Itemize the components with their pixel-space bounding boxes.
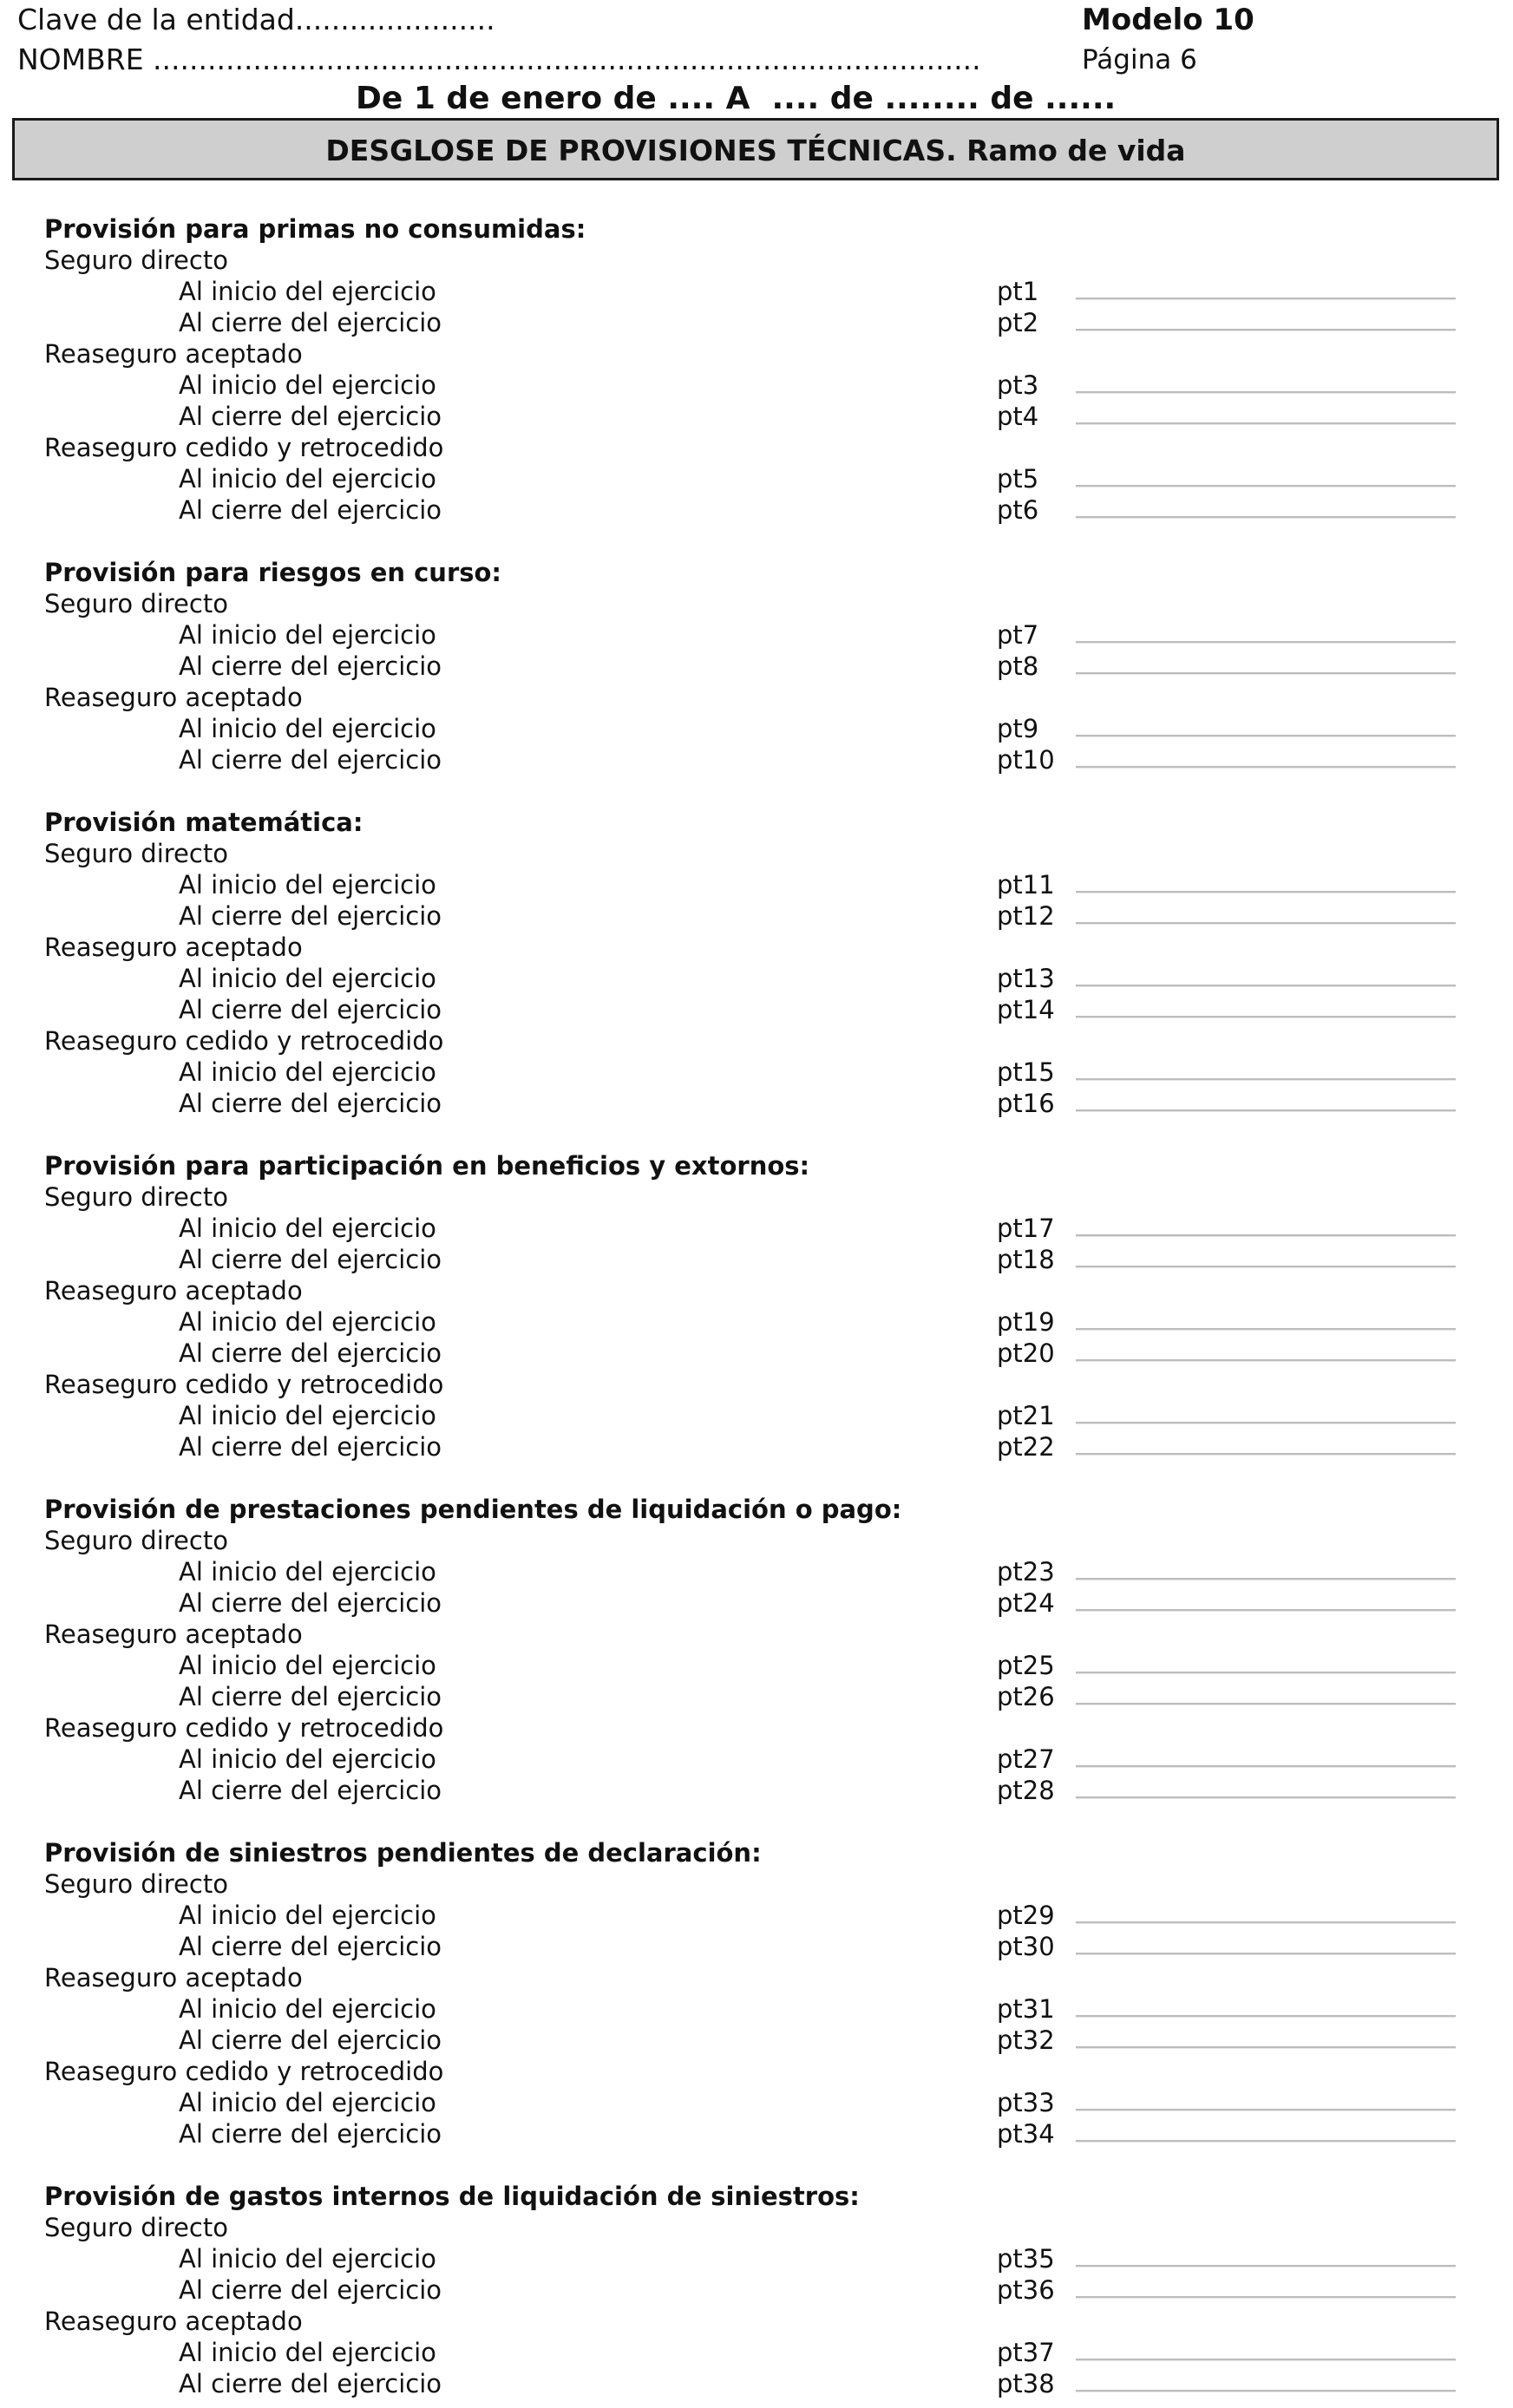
item-label: Al cierre del ejercicio <box>179 1432 442 1462</box>
item-row <box>0 1775 1513 1806</box>
item-label: Al cierre del ejercicio <box>179 308 442 337</box>
category-label: Reaseguro aceptado <box>44 1620 303 1649</box>
category-label: Reaseguro aceptado <box>44 1963 303 1992</box>
item-row <box>0 744 1513 775</box>
amount-input-line[interactable] <box>1076 2046 1456 2049</box>
item-row <box>0 1088 1513 1119</box>
category-label: Reaseguro aceptado <box>44 339 303 369</box>
item-code: pt12 <box>997 901 1055 931</box>
amount-input-line[interactable] <box>1076 329 1456 331</box>
amount-input-line[interactable] <box>1076 2140 1456 2143</box>
item-label: Al cierre del ejercicio <box>179 1682 442 1711</box>
section-heading-row <box>0 807 1513 838</box>
category-label: Reaseguro cedido y retrocedido <box>44 1026 444 1056</box>
section-heading: Provisión para primas no consumidas: <box>44 214 586 244</box>
amount-input-line[interactable] <box>1076 1672 1456 1674</box>
amount-input-line[interactable] <box>1076 2359 1456 2361</box>
item-label: Al cierre del ejercicio <box>179 495 442 525</box>
amount-input-line[interactable] <box>1076 485 1456 487</box>
item-row <box>0 2025 1513 2056</box>
amount-input-line[interactable] <box>1076 1578 1456 1580</box>
item-label: Al inicio del ejercicio <box>179 1401 436 1430</box>
amount-input-line[interactable] <box>1076 766 1456 769</box>
item-row <box>0 2118 1513 2150</box>
item-row <box>0 1744 1513 1775</box>
item-row <box>0 869 1513 900</box>
section-heading-row <box>0 557 1513 588</box>
item-code: pt5 <box>997 464 1039 494</box>
item-row <box>0 2274 1513 2306</box>
item-code: pt10 <box>997 745 1055 775</box>
item-code: pt36 <box>997 2275 1055 2305</box>
amount-input-line[interactable] <box>1076 298 1456 300</box>
item-label: Al cierre del ejercicio <box>179 1245 442 1274</box>
amount-input-line[interactable] <box>1076 1266 1456 1268</box>
category-row <box>0 838 1513 869</box>
item-label: Al inicio del ejercicio <box>179 1994 436 2024</box>
item-code: pt13 <box>997 964 1055 993</box>
amount-input-line[interactable] <box>1076 985 1456 987</box>
amount-input-line[interactable] <box>1076 1703 1456 1705</box>
item-code: pt6 <box>997 495 1039 525</box>
category-row <box>0 2056 1513 2087</box>
item-label: Al cierre del ejercicio <box>179 2025 442 2055</box>
category-row <box>0 1181 1513 1213</box>
model-number: Modelo 10 <box>1082 3 1254 37</box>
section-heading-row <box>0 1494 1513 1525</box>
section-heading: Provisión de siniestros pendientes de declaración: <box>44 1838 762 1868</box>
amount-input-line[interactable] <box>1076 2390 1456 2392</box>
item-code: pt15 <box>997 1057 1055 1087</box>
section-heading: Provisión matemática: <box>44 808 364 837</box>
section-heading: Provisión para participación en beneficios y extornos: <box>44 1151 810 1181</box>
item-code: pt28 <box>997 1776 1055 1805</box>
amount-input-line[interactable] <box>1076 922 1456 925</box>
provisions-list <box>0 213 1513 2399</box>
item-label: Al cierre del ejercicio <box>179 402 442 431</box>
item-row <box>0 1931 1513 1962</box>
category-label: Reaseguro aceptado <box>44 683 303 712</box>
item-label: Al inicio del ejercicio <box>179 464 436 494</box>
item-row <box>0 307 1513 338</box>
item-row <box>0 1306 1513 1338</box>
item-label: Al inicio del ejercicio <box>179 620 436 650</box>
item-label: Al inicio del ejercicio <box>179 1557 436 1587</box>
section-heading: Provisión de gastos internos de liquidación de siniestros: <box>44 2182 860 2211</box>
section-heading-row <box>0 1837 1513 1868</box>
item-label: Al cierre del ejercicio <box>179 2275 442 2305</box>
item-code: pt9 <box>997 714 1039 743</box>
category-row <box>0 932 1513 963</box>
section-heading-row <box>0 1150 1513 1181</box>
item-row <box>0 276 1513 307</box>
item-row <box>0 1338 1513 1369</box>
category-label: Reaseguro cedido y retrocedido <box>44 1370 444 1399</box>
category-row <box>0 1712 1513 1744</box>
amount-input-line[interactable] <box>1076 2015 1456 2018</box>
item-row <box>0 1650 1513 1681</box>
item-label: Al inicio del ejercicio <box>179 1214 436 1243</box>
amount-input-line[interactable] <box>1076 1016 1456 1018</box>
item-label: Al inicio del ejercicio <box>179 2244 436 2274</box>
category-label: Reaseguro cedido y retrocedido <box>44 2057 444 2086</box>
item-row <box>0 463 1513 494</box>
category-label: Seguro directo <box>44 1869 228 1899</box>
item-code: pt7 <box>997 620 1039 650</box>
amount-input-line[interactable] <box>1076 1078 1456 1081</box>
item-code: pt35 <box>997 2244 1055 2274</box>
item-label: Al inicio del ejercicio <box>179 714 436 743</box>
entity-key-field: Clave de la entidad...................... <box>17 3 495 36</box>
item-row <box>0 1213 1513 1244</box>
amount-input-line[interactable] <box>1076 516 1456 519</box>
item-label: Al cierre del ejercicio <box>179 1932 442 1961</box>
category-label: Seguro directo <box>44 839 228 868</box>
amount-input-line[interactable] <box>1076 1422 1456 1424</box>
item-label: Al inicio del ejercicio <box>179 2338 436 2367</box>
category-label: Reaseguro cedido y retrocedido <box>44 433 444 462</box>
item-code: pt14 <box>997 995 1055 1024</box>
item-row <box>0 1400 1513 1431</box>
category-label: Seguro directo <box>44 1182 228 1212</box>
amount-input-line[interactable] <box>1076 1796 1456 1799</box>
item-row <box>0 2087 1513 2118</box>
item-code: pt2 <box>997 308 1039 337</box>
category-row <box>0 682 1513 713</box>
item-row <box>0 963 1513 994</box>
amount-input-line[interactable] <box>1076 641 1456 644</box>
section-spacer <box>0 526 1513 557</box>
category-row <box>0 432 1513 463</box>
section-spacer <box>0 2150 1513 2181</box>
item-code: pt33 <box>997 2088 1055 2117</box>
item-row <box>0 1057 1513 1088</box>
item-row <box>0 900 1513 932</box>
item-label: Al inicio del ejercicio <box>179 870 436 900</box>
form-title: DESGLOSE DE PROVISIONES TÉCNICAS. Ramo de vida <box>325 134 1186 167</box>
item-label: Al cierre del ejercicio <box>179 1338 442 1368</box>
item-row <box>0 1244 1513 1275</box>
category-label: Reaseguro aceptado <box>44 932 303 962</box>
category-row <box>0 1275 1513 1306</box>
item-code: pt30 <box>997 1932 1055 1961</box>
category-row <box>0 1025 1513 1057</box>
amount-input-line[interactable] <box>1076 1109 1456 1112</box>
item-row <box>0 1993 1513 2025</box>
item-label: Al cierre del ejercicio <box>179 745 442 775</box>
item-code: pt37 <box>997 2338 1055 2367</box>
item-label: Al inicio del ejercicio <box>179 1057 436 1087</box>
category-row <box>0 1619 1513 1650</box>
category-row <box>0 245 1513 276</box>
item-row <box>0 1681 1513 1712</box>
category-label: Seguro directo <box>44 1526 228 1555</box>
amount-input-line[interactable] <box>1076 1921 1456 1924</box>
item-row <box>0 1900 1513 1931</box>
page-number: Página 6 <box>1082 44 1197 75</box>
category-row <box>0 338 1513 370</box>
item-row <box>0 994 1513 1025</box>
item-label: Al inicio del ejercicio <box>179 1651 436 1680</box>
category-label: Seguro directo <box>44 589 228 618</box>
category-row <box>0 1369 1513 1400</box>
category-label: Reaseguro aceptado <box>44 1276 303 1305</box>
item-label: Al inicio del ejercicio <box>179 2088 436 2117</box>
item-code: pt16 <box>997 1089 1055 1118</box>
section-heading-row <box>0 2181 1513 2212</box>
category-row <box>0 2212 1513 2243</box>
item-row <box>0 1587 1513 1619</box>
category-label: Reaseguro cedido y retrocedido <box>44 1713 444 1743</box>
item-code: pt25 <box>997 1651 1055 1680</box>
item-row <box>0 713 1513 744</box>
amount-input-line[interactable] <box>1076 422 1456 425</box>
item-label: Al inicio del ejercicio <box>179 1901 436 1930</box>
item-label: Al cierre del ejercicio <box>179 2119 442 2149</box>
item-row <box>0 619 1513 651</box>
form-title-box <box>12 118 1499 180</box>
category-label: Seguro directo <box>44 2213 228 2242</box>
item-label: Al inicio del ejercicio <box>179 277 436 306</box>
section-heading-row <box>0 213 1513 245</box>
section-heading: Provisión para riesgos en curso: <box>44 558 502 587</box>
category-row <box>0 1868 1513 1900</box>
item-code: pt1 <box>997 277 1039 306</box>
item-label: Al cierre del ejercicio <box>179 995 442 1024</box>
item-row <box>0 2337 1513 2368</box>
item-code: pt27 <box>997 1744 1055 1774</box>
item-code: pt18 <box>997 1245 1055 1274</box>
amount-input-line[interactable] <box>1076 1765 1456 1768</box>
item-code: pt3 <box>997 370 1039 400</box>
category-label: Reaseguro aceptado <box>44 2307 303 2336</box>
item-code: pt11 <box>997 870 1055 900</box>
amount-input-line[interactable] <box>1076 2109 1456 2111</box>
amount-input-line[interactable] <box>1076 672 1456 675</box>
section-spacer <box>0 775 1513 807</box>
amount-input-line[interactable] <box>1076 1359 1456 1362</box>
section-spacer <box>0 1119 1513 1150</box>
item-row <box>0 651 1513 682</box>
item-row <box>0 1431 1513 1462</box>
category-row <box>0 1962 1513 1993</box>
name-field: NOMBRE ........................................................................................... <box>17 43 981 76</box>
item-label: Al cierre del ejercicio <box>179 1089 442 1118</box>
item-label: Al inicio del ejercicio <box>179 1307 436 1337</box>
amount-input-line[interactable] <box>1076 735 1456 737</box>
item-code: pt4 <box>997 402 1039 431</box>
item-row <box>0 370 1513 401</box>
item-row <box>0 2243 1513 2274</box>
item-row <box>0 2368 1513 2399</box>
item-code: pt8 <box>997 651 1039 681</box>
item-code: pt32 <box>997 2025 1055 2055</box>
period-line: De 1 de enero de .... A .... de ........ de ...... <box>356 81 1117 116</box>
item-code: pt21 <box>997 1401 1055 1430</box>
item-label: Al inicio del ejercicio <box>179 964 436 993</box>
item-code: pt24 <box>997 1588 1055 1618</box>
category-row <box>0 588 1513 619</box>
amount-input-line[interactable] <box>1076 1953 1456 1955</box>
amount-input-line[interactable] <box>1076 891 1456 893</box>
item-label: Al inicio del ejercicio <box>179 370 436 400</box>
item-code: pt34 <box>997 2119 1055 2149</box>
category-row <box>0 1525 1513 1556</box>
item-label: Al cierre del ejercicio <box>179 651 442 681</box>
item-label: Al cierre del ejercicio <box>179 2369 442 2398</box>
section-heading: Provisión de prestaciones pendientes de liquidación o pago: <box>44 1495 902 1524</box>
item-code: pt19 <box>997 1307 1055 1337</box>
item-code: pt29 <box>997 1901 1055 1930</box>
item-code: pt22 <box>997 1432 1055 1462</box>
amount-input-line[interactable] <box>1076 1609 1456 1612</box>
item-label: Al cierre del ejercicio <box>179 1776 442 1805</box>
item-label: Al cierre del ejercicio <box>179 1588 442 1618</box>
amount-input-line[interactable] <box>1076 1328 1456 1331</box>
item-label: Al inicio del ejercicio <box>179 1744 436 1774</box>
category-label: Seguro directo <box>44 245 228 275</box>
item-code: pt26 <box>997 1682 1055 1711</box>
amount-input-line[interactable] <box>1076 1234 1456 1237</box>
item-row <box>0 1556 1513 1587</box>
amount-input-line[interactable] <box>1076 2265 1456 2267</box>
amount-input-line[interactable] <box>1076 391 1456 394</box>
item-row <box>0 401 1513 432</box>
item-code: pt17 <box>997 1214 1055 1243</box>
item-code: pt31 <box>997 1994 1055 2024</box>
section-spacer <box>0 1462 1513 1494</box>
item-code: pt23 <box>997 1557 1055 1587</box>
item-label: Al cierre del ejercicio <box>179 901 442 931</box>
category-row <box>0 2306 1513 2337</box>
item-code: pt38 <box>997 2369 1055 2398</box>
amount-input-line[interactable] <box>1076 1453 1456 1456</box>
item-row <box>0 494 1513 526</box>
amount-input-line[interactable] <box>1076 2296 1456 2299</box>
section-spacer <box>0 1806 1513 1837</box>
item-code: pt20 <box>997 1338 1055 1368</box>
